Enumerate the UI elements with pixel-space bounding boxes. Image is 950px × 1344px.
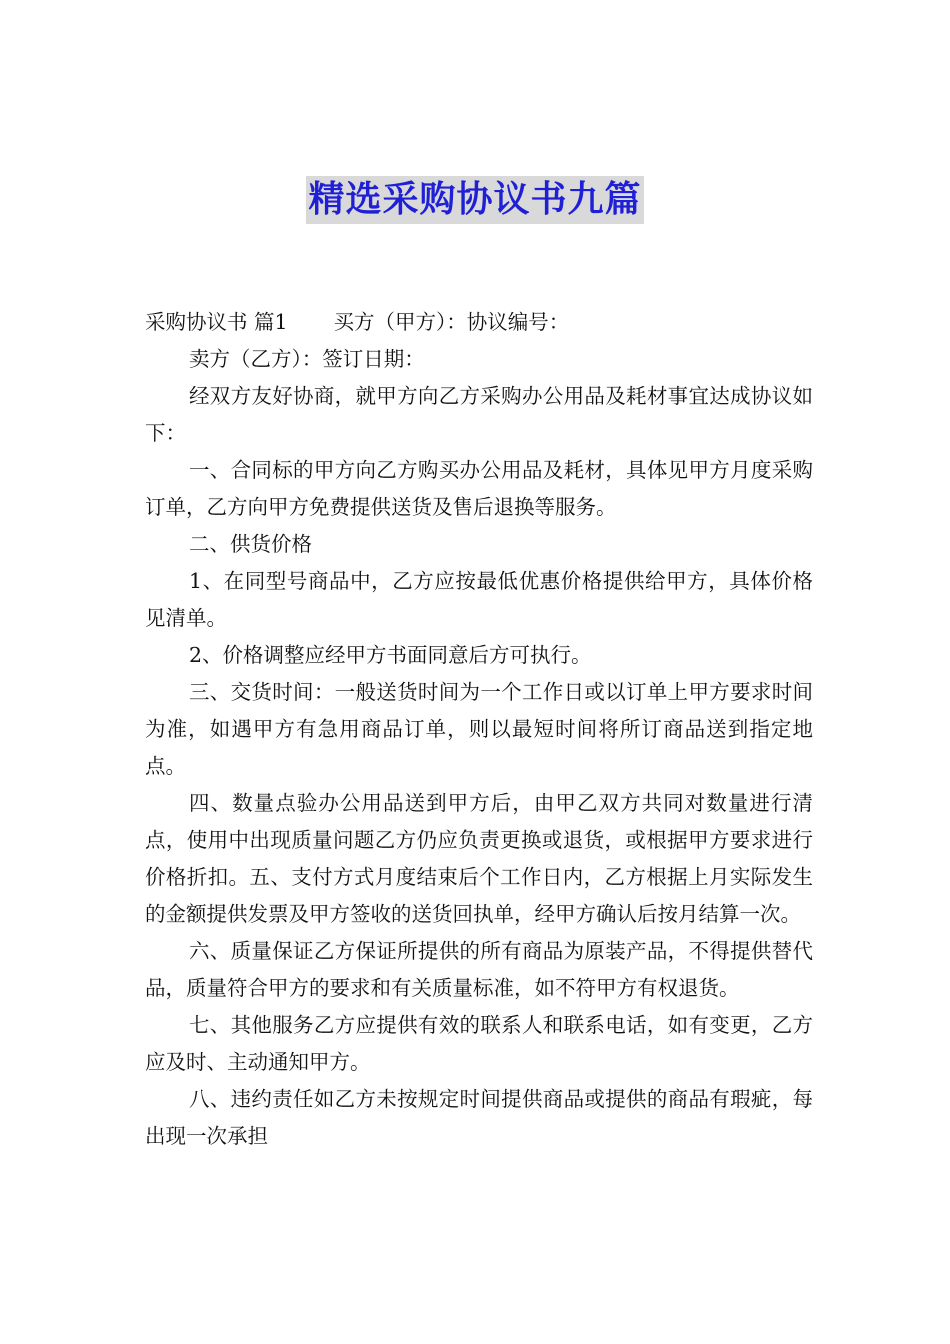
paragraph-9: 七、其他服务乙方应提供有效的联系人和联系电话，如有变更，乙方应及时、主动通知甲方。: [145, 1013, 813, 1074]
paragraph-2: 一、合同标的甲方向乙方购买办公用品及耗材，具体见甲方月度采购订单，乙方向甲方免费提供送货及售后退换等服务。: [145, 458, 813, 519]
seller-line: 卖方（乙方）：签订日期：: [189, 347, 425, 371]
paragraph-5: 2、价格调整应经甲方书面同意后方可执行。: [189, 643, 592, 667]
section-label: 采购协议书 篇1: [145, 310, 288, 334]
document-body: [145, 304, 813, 1155]
paragraph-3: 二、供货价格: [189, 532, 312, 556]
paragraph-10: 八、违约责任如乙方未按规定时间提供商品或提供的商品有瑕疵，每出现一次承担: [145, 1087, 813, 1148]
paragraph-7: 四、数量点验办公用品送到甲方后，由甲乙双方共同对数量进行清点，使用中出现质量问题乙方仍应负责更换或退货，或根据甲方要求进行价格折扣。五、支付方式月度结束后个工作日内，乙方根据上月实际发生的金额提供发票及甲方签收的送货回执单，经甲方确认后按月结算一次。: [145, 791, 813, 926]
header-line: [145, 304, 813, 341]
buyer-line: 买方（甲方）：协议编号：: [333, 310, 570, 334]
paragraph-4: 1、在同型号商品中，乙方应按最低优惠价格提供给甲方，具体价格见清单。: [145, 569, 813, 630]
title-container: [0, 176, 950, 224]
paragraph-6: 三、交货时间：一般送货时间为一个工作日或以订单上甲方要求时间为准，如遇甲方有急用商品订单，则以最短时间将所订商品送到指定地点。: [145, 680, 813, 778]
paragraph-8: 六、质量保证乙方保证所提供的所有商品为原装产品，不得提供替代品，质量符合甲方的要求和有关质量标准，如不符甲方有权退货。: [145, 939, 813, 1000]
paragraph-1: 经双方友好协商，就甲方向乙方采购办公用品及耗材事宜达成协议如下：: [145, 384, 813, 445]
document-title: 精选采购协议书九篇: [306, 176, 643, 224]
